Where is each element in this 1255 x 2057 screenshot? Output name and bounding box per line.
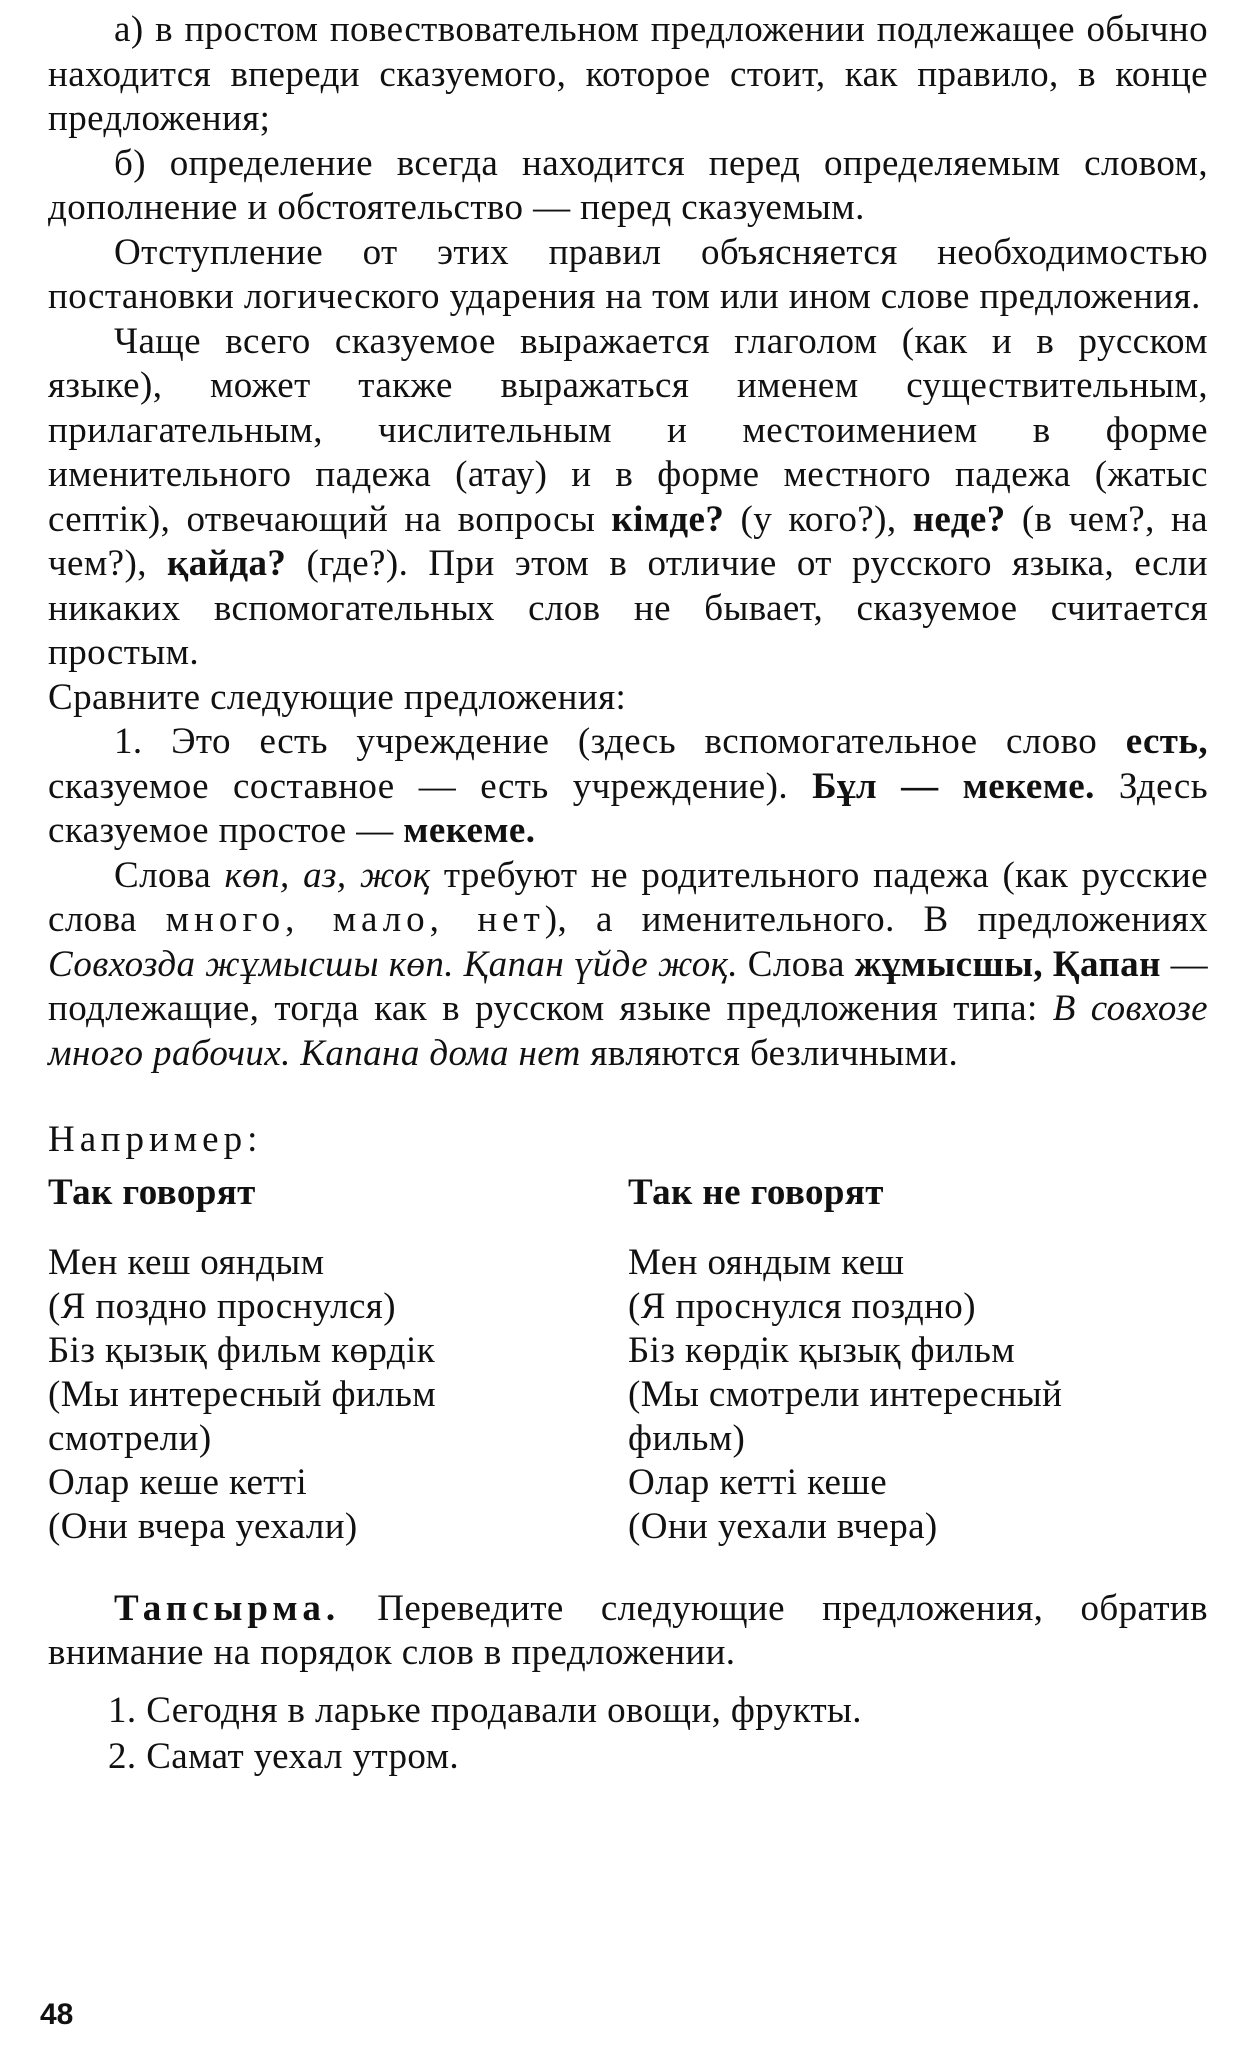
page-number: 48 — [40, 1998, 74, 2031]
compare-intro: Сравните следующие предложения: — [48, 676, 627, 718]
deviation-paragraph: Отступление от этих правил объясняется необходимостью постановки логического ударения на том или ином слове предложения. — [48, 231, 1208, 317]
task-text: Переведите следующие предложения, обратив внимание на порядок слов в предложении. — [48, 1587, 1208, 1673]
words-italic-2: Совхозда жұмысшы көп. Қапан үйде жоқ. — [48, 943, 738, 985]
predicate-text-4: (где?). При этом в отличие от русского языка, если никаких вспомогательных слов не бывает, сказуемое считается простым. — [48, 543, 1208, 673]
task-item: 1. Сегодня в ларьке продавали овощи, фрукты. — [108, 1689, 862, 1731]
words-text-3: ), а именительного. В предложениях — [544, 899, 1209, 940]
incorrect-line: (Мы смотрели интересный — [628, 1373, 1063, 1415]
predicate-text-1: Чаще всего сказуемое выражается глаголом (как и в русском языке), может также выражаться именем существительным, прилагательным, числительным и местоимением в форме именительного падежа (атау) и в форме местного падежа (жатыс септік), отвечающий на вопросы — [48, 320, 1208, 540]
task-list — [48, 1688, 1208, 1780]
spacer — [48, 1549, 1208, 1587]
correct-line: Біз қызық фильм көрдік — [48, 1329, 436, 1371]
words-spaced: много, мало, нет — [165, 899, 545, 940]
task-label: Тапсырма. — [114, 1587, 341, 1629]
question-kimde: кімде? — [611, 498, 725, 540]
example-1-text-1: 1. Это есть учреждение (здесь вспомогательное слово — [114, 721, 1126, 762]
words-text-1: Слова — [114, 854, 225, 896]
page-text — [48, 8, 1208, 1780]
words-italic-3: В совхозе много рабочих. Капана дома нет — [48, 988, 1208, 1074]
comparison-columns — [48, 1171, 1208, 1549]
correct-column — [48, 1171, 628, 1549]
words-text-6: являются безличными. — [580, 1032, 959, 1074]
incorrect-column-header: Так не говорят — [628, 1171, 884, 1213]
example-1-text-2: сказуемое составное — есть учреждение). — [48, 765, 813, 807]
task-paragraph — [48, 1587, 1208, 1676]
example-1-paragraph — [48, 720, 1208, 854]
spacer — [48, 1076, 1208, 1118]
correct-column-header: Так говорят — [48, 1171, 256, 1213]
incorrect-line: Мен ояндым кеш — [628, 1241, 905, 1283]
words-paragraph — [48, 854, 1208, 1077]
for-example-label: Например: — [48, 1119, 263, 1160]
task-item: 2. Самат уехал утром. — [108, 1735, 460, 1777]
correct-line: Олар кеше кетті — [48, 1461, 308, 1503]
example-1-text-3: Здесь сказуемое простое — — [48, 765, 1208, 851]
incorrect-line: фильм) — [628, 1417, 746, 1459]
incorrect-line: (Я проснулся поздно) — [628, 1285, 976, 1327]
incorrect-column — [628, 1171, 1188, 1549]
correct-line: смотрели) — [48, 1417, 212, 1459]
correct-line: (Мы интересный фильм — [48, 1373, 437, 1415]
example-1-bold-3: мекеме. — [403, 810, 536, 851]
words-text-2: требуют не родительного падежа (как русские слова — [48, 854, 1208, 940]
incorrect-line: Олар кетті кеше — [628, 1461, 888, 1503]
predicate-text-3: (в чем?, на чем?), — [48, 498, 1209, 584]
question-nede: неде? — [912, 498, 1006, 540]
words-text-5: — подлежащие, тогда как в русском языке предложения типа: — [48, 943, 1208, 1029]
correct-line: (Они вчера уехали) — [48, 1505, 358, 1547]
words-italic-1: көп, аз, жоқ — [224, 854, 431, 896]
correct-line: Мен кеш ояндым — [48, 1241, 325, 1283]
example-1-bold-1: есть, — [1125, 721, 1208, 762]
rule-b-paragraph: б) определение всегда находится перед определяемым словом, дополнение и обстоятельство — перед сказуемым. — [48, 142, 1208, 228]
rule-a-paragraph: а) в простом повествовательном предложении подлежащее обычно находится впереди сказуемого, которое стоит, как правило, в конце предложения; — [48, 9, 1208, 139]
words-bold: жұмысшы, Қапан — [854, 943, 1161, 985]
question-qaida: қайда? — [167, 543, 287, 584]
example-1-bold-2: Бұл — мекеме. — [812, 765, 1095, 807]
incorrect-line: (Они уехали вчера) — [628, 1505, 938, 1547]
words-text-4: Слова — [738, 943, 855, 985]
predicate-text-2: (у кого?), — [724, 498, 913, 540]
predicate-paragraph — [48, 320, 1208, 676]
correct-line: (Я поздно проснулся) — [48, 1285, 396, 1327]
incorrect-line: Біз көрдік қызық фильм — [628, 1329, 1016, 1371]
